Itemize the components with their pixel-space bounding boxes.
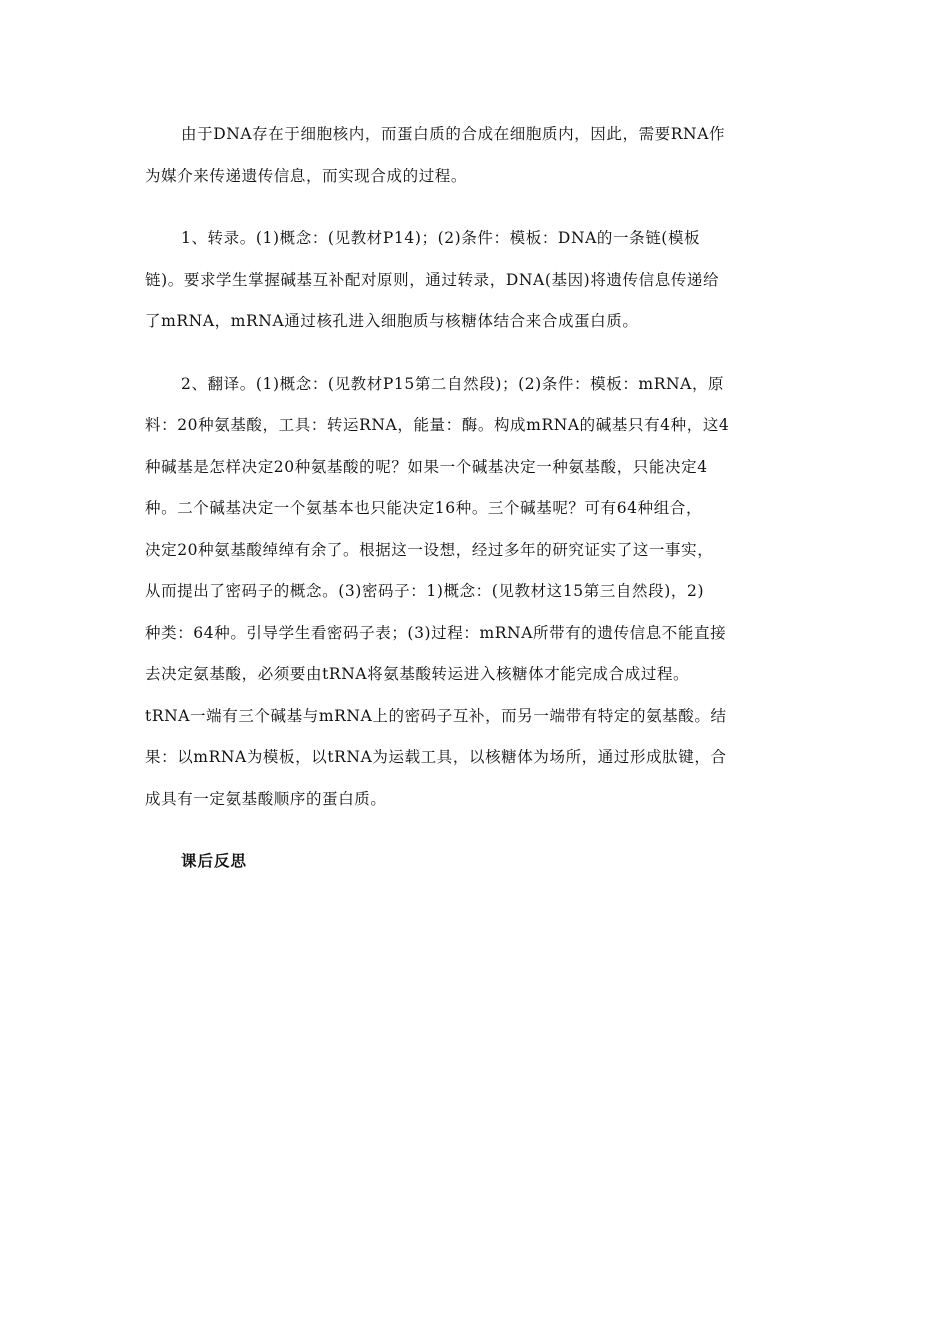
text-line: 链)。要求学生掌握碱基互补配对原则，通过转录，DNA(基因)将遗传信息传递给 bbox=[145, 270, 720, 289]
text-line: 成具有一定氨基酸顺序的蛋白质。 bbox=[145, 789, 387, 808]
text-line: 2、翻译。(1)概念：(见教材P15第二自然段)；(2)条件：模板：mRNA，原 bbox=[181, 374, 725, 393]
text-line: 种碱基是怎样决定20种氨基酸的呢？如果一个碱基决定一种氨基酸，只能决定4 bbox=[145, 457, 708, 476]
text-line: 由于DNA存在于细胞核内，而蛋白质的合成在细胞质内，因此，需要RNA作 bbox=[181, 125, 726, 143]
text-line: tRNA一端有三个碱基与mRNA上的密码子互补，而另一端带有特定的氨基酸。结 bbox=[145, 706, 727, 725]
paragraph-transcription bbox=[145, 218, 805, 343]
paragraph-rna-mediator bbox=[145, 114, 805, 197]
text-line: 1、转录。(1)概念：(见教材P14)；(2)条件：模板：DNA的一条链(模板 bbox=[181, 229, 701, 247]
text-line: 决定20种氨基酸绰绰有余了。根据这一设想，经过多年的研究证实了这一事实， bbox=[145, 540, 714, 559]
text-line: 从而提出了密码子的概念。(3)密码子：1)概念：(见教材这15第三自然段)，2) bbox=[145, 582, 705, 600]
paragraph-translation bbox=[145, 364, 805, 821]
text-line: 种。二个碱基决定一个氨基本也只能决定16种。三个碱基呢？可有64种组合， bbox=[145, 499, 703, 517]
section-heading: 课后反思 bbox=[181, 852, 248, 870]
text-line: 了mRNA，mRNA通过核孔进入细胞质与核糖体结合来合成蛋白质。 bbox=[145, 312, 639, 330]
text-line: 去决定氨基酸，必须要由tRNA将氨基酸转运进入核糖体才能完成合成过程。 bbox=[145, 665, 690, 683]
text-line: 果：以mRNA为模板，以tRNA为运载工具，以核糖体为场所，通过形成肽键，合 bbox=[145, 748, 727, 766]
document-body bbox=[145, 114, 805, 883]
text-line: 为媒介来传递遗传信息，而实现合成的过程。 bbox=[145, 166, 468, 185]
text-line: 种类：64种。引导学生看密码子表；(3)过程：mRNA所带有的遗传信息不能直接 bbox=[145, 623, 727, 642]
text-line: 料：20种氨基酸，工具：转运RNA，能量：酶。构成mRNA的碱基只有4种，这4 bbox=[145, 416, 730, 434]
